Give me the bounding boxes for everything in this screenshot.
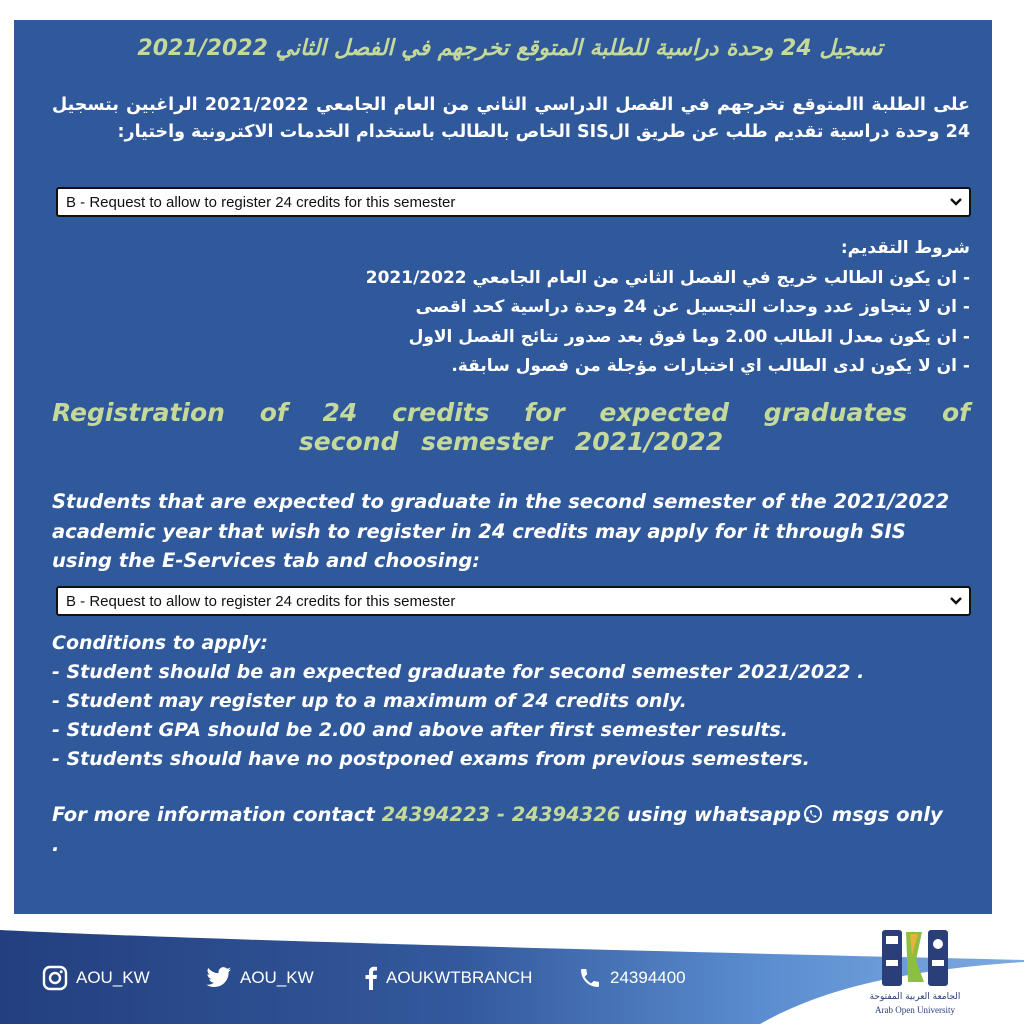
arabic-conditions <box>52 234 970 382</box>
select-value: B - Request to allow to register 24 credits for this semester <box>66 592 456 610</box>
select-value: B - Request to allow to register 24 credits for this semester <box>66 193 456 211</box>
chevron-down-icon <box>949 596 963 606</box>
instagram-link[interactable] <box>42 963 150 993</box>
facebook-handle: AOUKWTBRANCH <box>386 968 533 987</box>
english-condition-item: - Student GPA should be 2.00 and above after first semester results. <box>52 719 788 741</box>
facebook-icon <box>364 966 378 990</box>
logo-name-english: Arab Open University <box>875 1005 955 1015</box>
contact-prefix: For more information contact <box>52 803 375 826</box>
contact-end: . <box>52 833 60 856</box>
english-condition-item: - Students should have no postponed exams from previous semesters. <box>52 748 810 770</box>
contact-numbers: 24394223 - 24394326 <box>381 803 621 826</box>
twitter-handle: AOU_KW <box>240 968 314 987</box>
arabic-condition-item: - ان يكون معدل الطالب 2.00 وما فوق بعد صدور نتائج الفصل الاول <box>408 326 970 347</box>
arab-open-university-logo <box>860 920 970 1018</box>
contact-info <box>52 800 982 860</box>
announcement-panel <box>14 20 992 914</box>
arabic-conditions-title: شروط التقديم: <box>840 238 970 258</box>
instagram-handle: AOU_KW <box>76 968 150 987</box>
english-condition-item: - Student may register up to a maximum of 24 credits only. <box>52 690 687 712</box>
instagram-icon <box>42 965 68 991</box>
twitter-icon <box>206 967 232 989</box>
facebook-link[interactable] <box>364 963 532 993</box>
english-title: Registration of 24 credits for expected graduates of second semester 2021/2022 <box>52 398 970 456</box>
contact-suffix: msgs only <box>831 803 943 826</box>
phone-link[interactable] <box>578 963 686 993</box>
arabic-intro: على الطلبة االمتوقع تخرجهم في الفصل الدراسي الثاني من العام الجامعي 2021/2022 الراغبين بتسجيل 24 وحدة دراسية تقديم طلب عن طريق الSIS الخاص بالطالب باستخدام الخدمات الاكترونية واختيار: <box>52 95 970 142</box>
phone-number: 24394400 <box>610 968 686 987</box>
twitter-link[interactable] <box>206 963 314 993</box>
contact-via: using whatsapp <box>627 803 802 826</box>
english-condition-item: - Student should be an expected graduate for second semester 2021/2022 . <box>52 661 865 683</box>
logo-name-arabic: الجامعة العربية المفتوحة <box>869 992 961 1002</box>
arabic-title: تسجيل 24 وحدة دراسية للطلبة المتوقع تخرجهم في الفصل الثاني 2021/2022 <box>137 36 883 61</box>
request-type-select-english-section[interactable] <box>56 586 971 616</box>
english-conditions <box>52 629 982 774</box>
english-intro: Students that are expected to graduate in the second semester of the 2021/2022 academic year that wish to register in 24 credits may apply for it through SIS using the E-Services tab and choosing: <box>52 490 950 572</box>
request-type-select-arabic-section[interactable] <box>56 187 971 217</box>
english-conditions-title: Conditions to apply: <box>52 632 269 654</box>
arabic-condition-item: - ان لا يتجاوز عدد وحدات التجسيل عن 24 وحدة دراسية كحد اقصى <box>415 297 970 317</box>
chevron-down-icon <box>949 197 963 207</box>
arabic-condition-item: - ان يكون الطالب خريج في الفصل الثاني من العام الجامعي 2021/2022 <box>365 267 970 288</box>
phone-icon <box>578 966 602 990</box>
whatsapp-icon <box>803 804 823 824</box>
arabic-condition-item: - ان لا يكون لدى الطالب اي اختبارات مؤجلة من فصول سابقة. <box>451 356 970 376</box>
